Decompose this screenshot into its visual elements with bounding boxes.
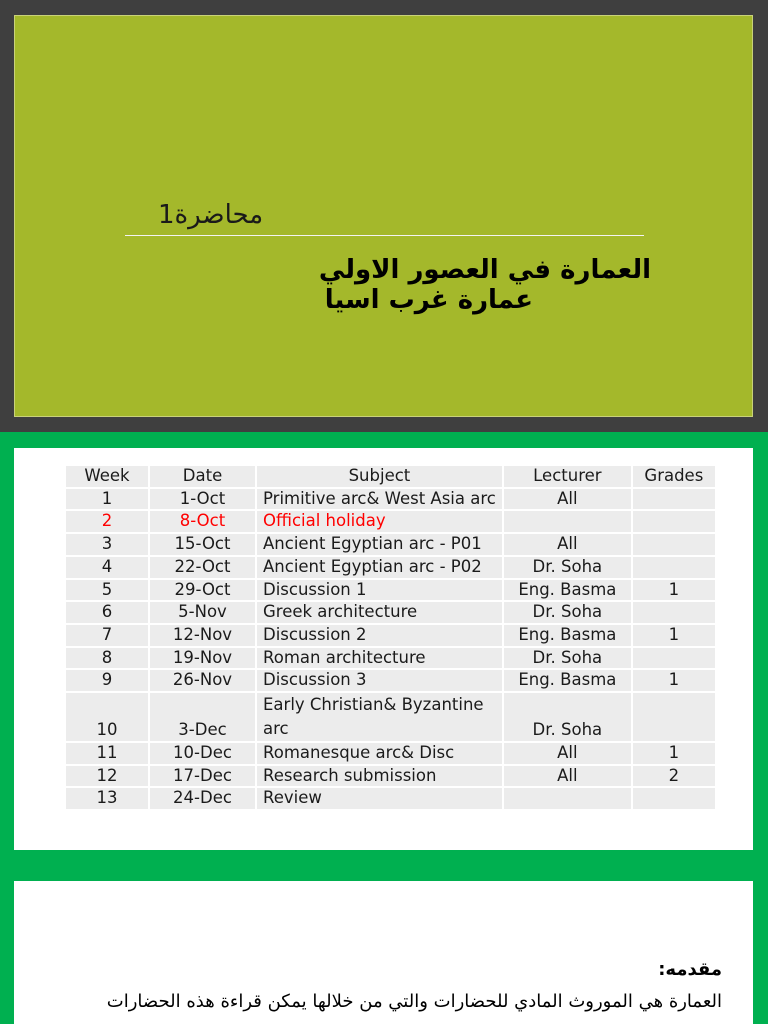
cell-date: 22-Oct — [149, 556, 256, 579]
cell-subject: Ancient Egyptian arc - P01 — [256, 533, 503, 556]
cell-date: 5-Nov — [149, 601, 256, 624]
cell-lecturer: Eng. Basma — [503, 624, 632, 647]
cell-subject: Roman architecture — [256, 647, 503, 670]
cell-lecturer: All — [503, 765, 632, 788]
intro-slide — [14, 881, 753, 1024]
slide-title — [245, 255, 651, 315]
cell-date: 3-Dec — [149, 692, 256, 742]
table-row — [65, 624, 716, 647]
cell-week: 7 — [65, 624, 149, 647]
table-header-row — [65, 465, 716, 488]
cell-date: 1-Oct — [149, 488, 256, 511]
table-row — [65, 742, 716, 765]
cell-grades: 1 — [632, 742, 716, 765]
cell-subject — [256, 692, 503, 742]
cell-lecturer — [503, 510, 632, 533]
cell-week: 5 — [65, 579, 149, 602]
cell-grades: 1 — [632, 669, 716, 692]
cell-subject: Discussion 3 — [256, 669, 503, 692]
cell-subject: Review — [256, 787, 503, 810]
cell-subject: Research submission — [256, 765, 503, 788]
cell-grades — [632, 692, 716, 742]
cell-grades — [632, 601, 716, 624]
cell-grades: 1 — [632, 624, 716, 647]
table-row — [65, 669, 716, 692]
cell-date: 17-Dec — [149, 765, 256, 788]
cell-date: 15-Oct — [149, 533, 256, 556]
cell-date: 19-Nov — [149, 647, 256, 670]
header-grades: Grades — [632, 465, 716, 488]
title-divider — [125, 235, 644, 236]
cell-grades — [632, 556, 716, 579]
cell-lecturer: Dr. Soha — [503, 556, 632, 579]
cell-subject: Primitive arc& West Asia arc — [256, 488, 503, 511]
cell-grades — [632, 647, 716, 670]
cell-grades — [632, 533, 716, 556]
intro-heading: مقدمه: — [658, 959, 722, 980]
cell-lecturer: All — [503, 742, 632, 765]
cell-date: 12-Nov — [149, 624, 256, 647]
table-row — [65, 579, 716, 602]
header-week: Week — [65, 465, 149, 488]
table-row — [65, 533, 716, 556]
cell-lecturer: All — [503, 488, 632, 511]
table-row — [65, 765, 716, 788]
schedule-slide — [14, 448, 753, 850]
cell-lecturer — [503, 787, 632, 810]
table-row — [65, 556, 716, 579]
cell-lecturer: Eng. Basma — [503, 579, 632, 602]
cell-date: 8-Oct — [149, 510, 256, 533]
title-line-2: عمارة غرب اسيا — [324, 285, 533, 315]
intro-text: العمارة هي الموروث المادي للحضارات والتي من خلالها يمكن قراءة هذه الحضارات — [106, 991, 722, 1012]
cell-date: 29-Oct — [149, 579, 256, 602]
cell-grades — [632, 488, 716, 511]
cell-week: 9 — [65, 669, 149, 692]
cell-week: 8 — [65, 647, 149, 670]
header-subject: Subject — [256, 465, 503, 488]
table-row — [65, 510, 716, 533]
table-row — [65, 787, 716, 810]
cell-week: 3 — [65, 533, 149, 556]
cell-week: 2 — [65, 510, 149, 533]
lecture-label: محاضرة1 — [158, 200, 264, 230]
cell-lecturer: All — [503, 533, 632, 556]
title-line-1: العمارة في العصور الاولي — [318, 255, 651, 285]
cell-subject: Discussion 2 — [256, 624, 503, 647]
schedule-table — [64, 464, 717, 811]
cell-lecturer: Dr. Soha — [503, 647, 632, 670]
cell-week: 1 — [65, 488, 149, 511]
cell-subject-line-1: Early Christian& Byzantine — [263, 695, 484, 715]
table-row — [65, 647, 716, 670]
cell-week: 10 — [65, 692, 149, 742]
cell-grades: 2 — [632, 765, 716, 788]
cell-lecturer: Dr. Soha — [503, 601, 632, 624]
cell-grades: 1 — [632, 579, 716, 602]
cell-date: 24-Dec — [149, 787, 256, 810]
cell-date: 10-Dec — [149, 742, 256, 765]
cell-grades — [632, 510, 716, 533]
header-date: Date — [149, 465, 256, 488]
cell-subject: Discussion 1 — [256, 579, 503, 602]
cell-subject: Official holiday — [256, 510, 503, 533]
cell-subject: Romanesque arc& Disc — [256, 742, 503, 765]
cell-week: 6 — [65, 601, 149, 624]
cell-week: 12 — [65, 765, 149, 788]
cell-lecturer: Eng. Basma — [503, 669, 632, 692]
cell-week: 13 — [65, 787, 149, 810]
cell-week: 11 — [65, 742, 149, 765]
cell-subject-line-2: arc — [263, 719, 289, 739]
table-row — [65, 692, 716, 742]
cell-week: 4 — [65, 556, 149, 579]
header-lecturer: Lecturer — [503, 465, 632, 488]
cell-subject: Ancient Egyptian arc - P02 — [256, 556, 503, 579]
cell-subject: Greek architecture — [256, 601, 503, 624]
cell-grades — [632, 787, 716, 810]
cell-date: 26-Nov — [149, 669, 256, 692]
table-row — [65, 488, 716, 511]
table-row — [65, 601, 716, 624]
cell-lecturer: Dr. Soha — [503, 692, 632, 742]
title-slide — [14, 15, 753, 417]
